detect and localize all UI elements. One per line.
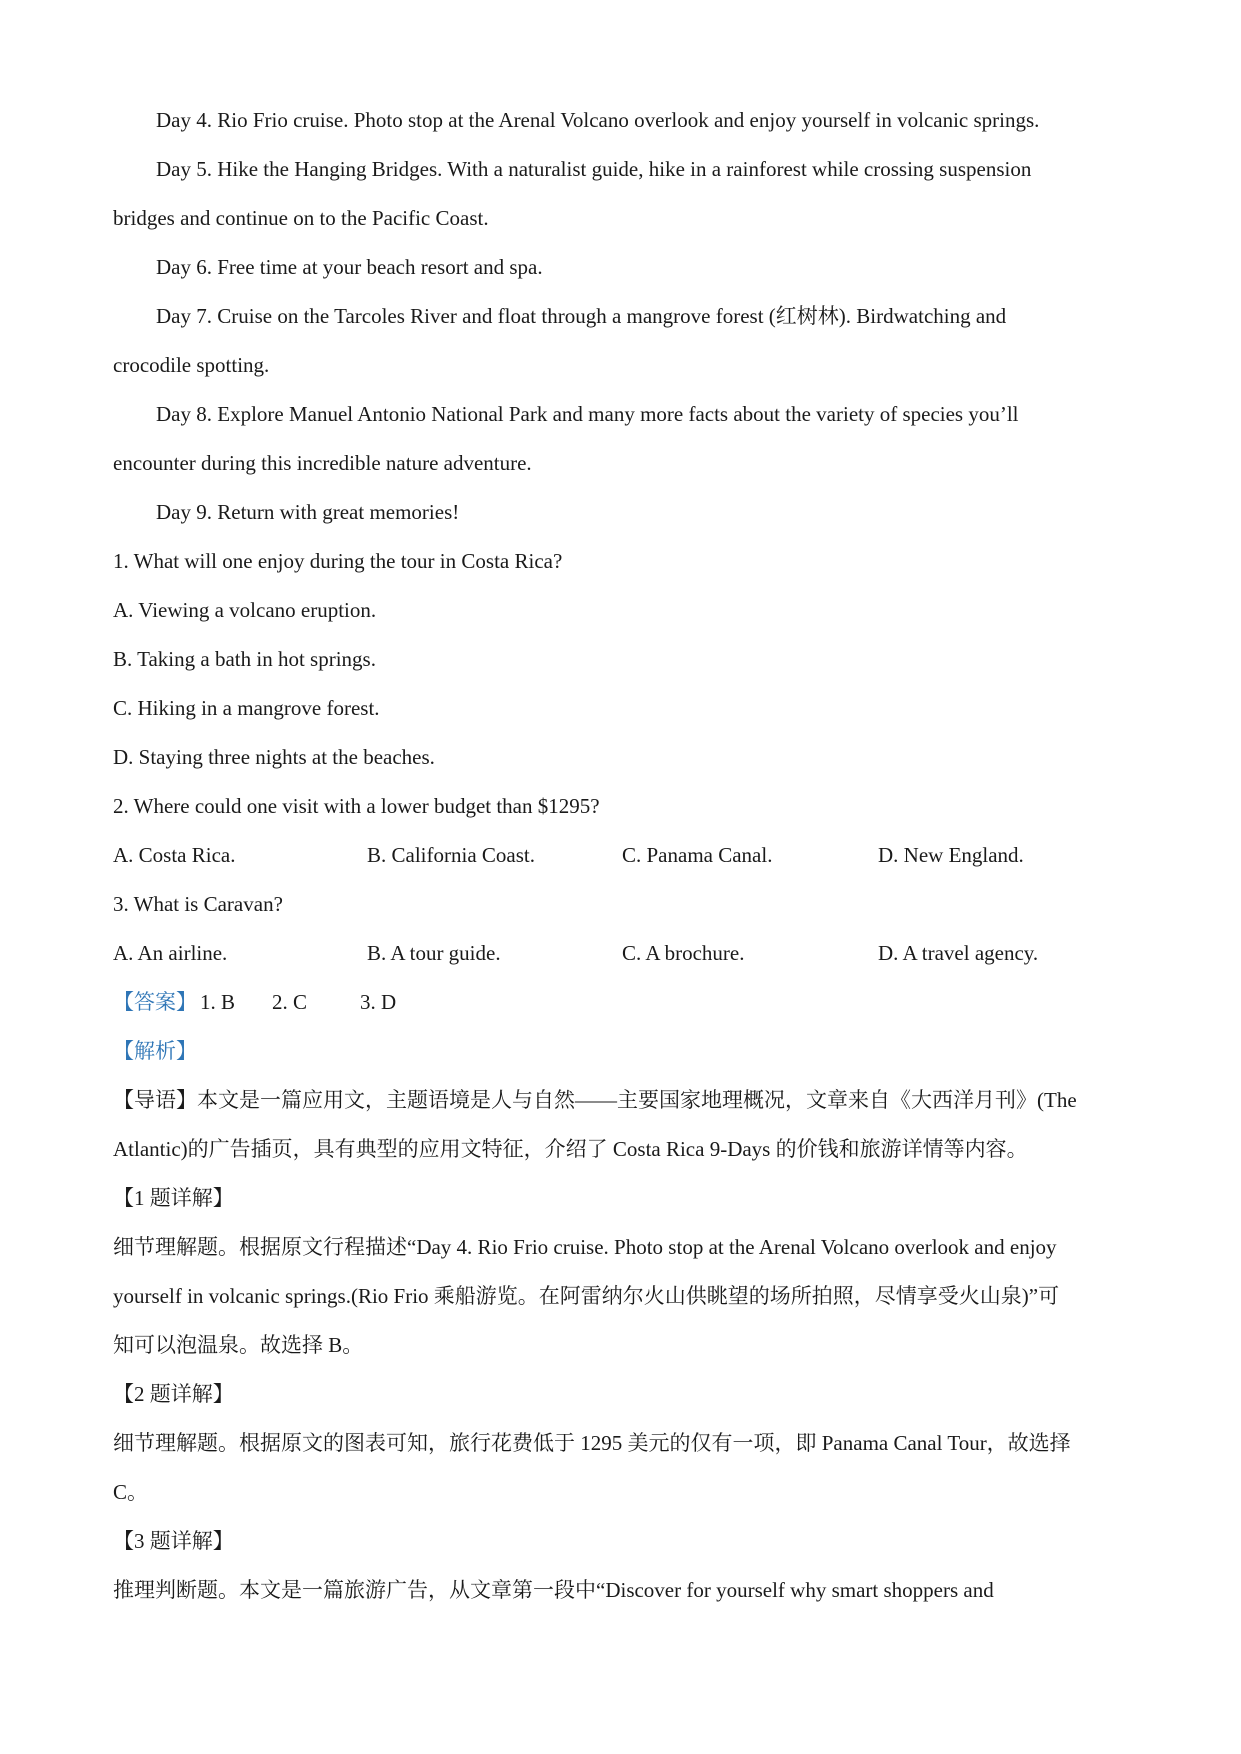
answer-label: 【答案】 [113,990,197,1014]
detail-2-title: 【2 题详解】 [113,1382,234,1406]
question-3-option-d: D. A travel agency. [878,941,1039,965]
passage-day9: Day 9. Return with great memories! [156,500,460,524]
question-2-option-c: C. Panama Canal. [622,843,773,867]
detail-3-line1: 推理判断题。本文是一篇旅游广告，从文章第一段中“Discover for yourself why smart shoppers and [113,1578,994,1602]
passage-day8-line2: encounter during this incredible nature adventure. [113,451,532,475]
passage-day4: Day 4. Rio Frio cruise. Photo stop at the Arenal Volcano overlook and enjoy yourself in volcanic springs. [156,108,1040,132]
passage-day5-line2: bridges and continue on to the Pacific Coast. [113,206,489,230]
passage-day7-line1: Day 7. Cruise on the Tarcoles River and float through a mangrove forest (红树林). Birdwatching and [156,304,1007,328]
question-1-option-c: C. Hiking in a mangrove forest. [113,696,380,720]
question-2-option-b: B. California Coast. [367,843,535,867]
question-1-option-d: D. Staying three nights at the beaches. [113,745,435,769]
passage-day6: Day 6. Free time at your beach resort and spa. [156,255,543,279]
answer-2: 2. C [272,990,308,1014]
question-2-option-a: A. Costa Rica. [113,843,236,867]
passage-day8-line1: Day 8. Explore Manuel Antonio National Park and many more facts about the variety of species you’ll [156,402,1019,426]
detail-2-line1: 细节理解题。根据原文的图表可知，旅行花费低于 1295 美元的仅有一项，即 Panama Canal Tour，故选择 [113,1431,1071,1455]
detail-1-title: 【1 题详解】 [113,1186,234,1210]
analysis-intro-line1: 【导语】本文是一篇应用文，主题语境是人与自然——主要国家地理概况，文章来自《大西洋月刊》(The [113,1088,1077,1112]
detail-1-line2: yourself in volcanic springs.(Rio Frio 乘船游览。在阿雷纳尔火山供眺望的场所拍照，尽情享受火山泉)”可 [113,1284,1060,1308]
detail-1-line3: 知可以泡温泉。故选择 B。 [113,1333,364,1357]
question-1-option-b: B. Taking a bath in hot springs. [113,647,376,671]
question-3-stem: 3. What is Caravan? [113,892,283,916]
question-3-option-a: A. An airline. [113,941,228,965]
answer-3: 3. D [360,990,397,1014]
passage-day5-line1: Day 5. Hike the Hanging Bridges. With a naturalist guide, hike in a rainforest while crossing suspension [156,157,1032,181]
question-3-option-c: C. A brochure. [622,941,745,965]
question-2-option-d: D. New England. [878,843,1024,867]
analysis-intro-line2: Atlantic)的广告插页，具有典型的应用文特征，介绍了 Costa Rica 9-Days 的价钱和旅游详情等内容。 [113,1137,1028,1161]
question-1-stem: 1. What will one enjoy during the tour in Costa Rica? [113,549,563,573]
question-1-option-a: A. Viewing a volcano eruption. [113,598,377,622]
passage-day7-line2: crocodile spotting. [113,353,270,377]
question-3-option-b: B. A tour guide. [367,941,501,965]
detail-2-line2: C。 [113,1480,149,1504]
detail-3-title: 【3 题详解】 [113,1529,234,1553]
answer-1: 1. B [200,990,236,1014]
question-2-stem: 2. Where could one visit with a lower budget than $1295? [113,794,600,818]
analysis-label: 【解析】 [113,1039,197,1063]
detail-1-line1: 细节理解题。根据原文行程描述“Day 4. Rio Frio cruise. Photo stop at the Arenal Volcano overlook and enjoy [113,1235,1057,1259]
